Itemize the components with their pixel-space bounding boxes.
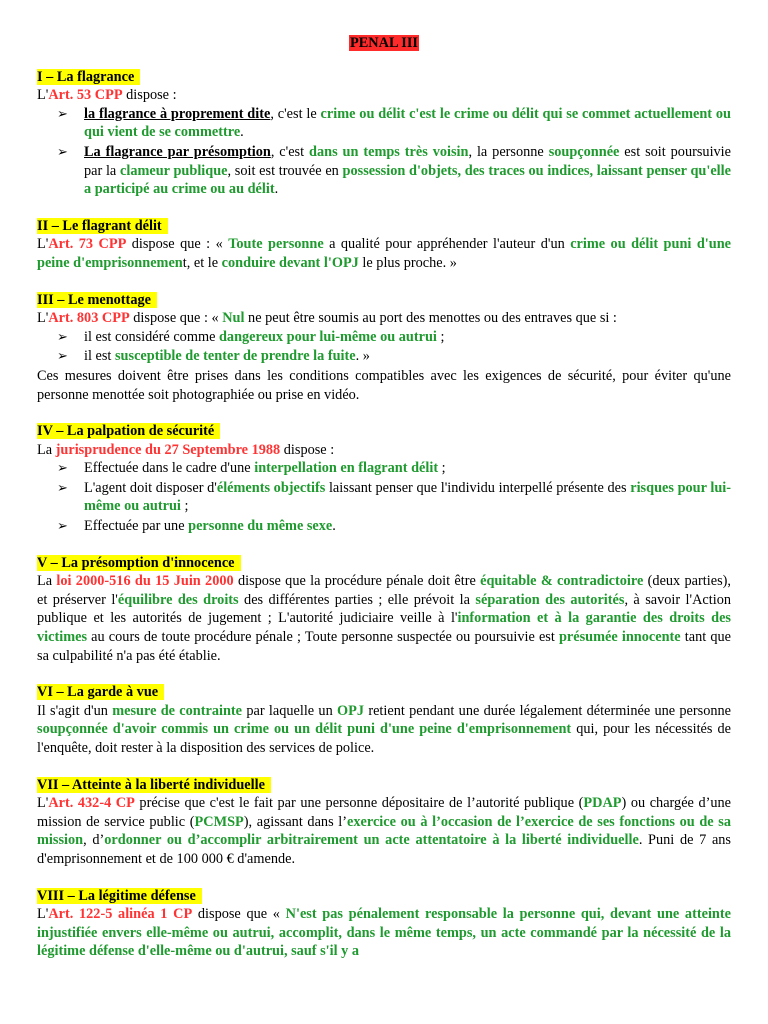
keyword: Toute personne xyxy=(228,236,324,253)
text-run: L' xyxy=(37,310,49,327)
text-run: précise que c'est le fait par une personne dépositaire de l’autorité publique ( xyxy=(134,795,584,812)
section-heading xyxy=(37,422,731,441)
text-run: au cours de toute procédure pénale ; Toute personne suspectée ou poursuivie est xyxy=(87,629,559,646)
text-run: ne peut être soumis au port des menottes ou des entraves que si : xyxy=(244,310,617,327)
section-heading-text: II – Le flagrant délit xyxy=(37,218,168,234)
text-run: des différentes parties ; elle prévoit la xyxy=(238,591,476,608)
text-run: Il s'agit d'un xyxy=(37,702,113,719)
section-heading xyxy=(37,554,731,573)
text-run: (deux parties), et préserver l' xyxy=(37,573,731,608)
keyword: N'est pas pénalement responsable la personne qui, devant une atteinte injustifiée envers elle-même ou autrui, accomplit, dans le même temps, un acte commandé par la nécessité de la légitime défense d'elle-même ou d'autrui, sauf s'il y a xyxy=(37,906,731,960)
section-heading-text: I – La flagrance xyxy=(37,69,140,85)
list-item xyxy=(37,328,731,347)
text-run: il est xyxy=(84,348,115,365)
section-legitime-defense xyxy=(37,887,731,961)
text-run: ) ou chargée d’une mission de service public ( xyxy=(37,795,731,830)
text-run: dispose que : « xyxy=(126,236,229,253)
list-item xyxy=(37,143,731,199)
keyword: PCMSP xyxy=(194,813,244,830)
term-underlined: La flagrance par présomption xyxy=(84,143,271,160)
section-intro xyxy=(37,86,731,105)
list-item xyxy=(37,459,731,478)
text-run: L'agent doit disposer d' xyxy=(84,479,217,496)
keyword: OPJ xyxy=(337,702,365,719)
text-run: dispose que « xyxy=(192,906,286,923)
section-intro xyxy=(37,441,731,460)
text-run: est soit poursuivie par la xyxy=(84,143,732,179)
text-run: L' xyxy=(37,87,49,104)
section-heading xyxy=(37,291,731,310)
keyword: PDAP xyxy=(583,795,622,812)
keyword: présumée innocente xyxy=(558,629,681,646)
section-heading xyxy=(37,683,731,702)
section-atteinte-liberte xyxy=(37,776,731,869)
keyword: éléments objectifs xyxy=(216,479,326,496)
term-underlined: la flagrance à proprement dite xyxy=(84,105,271,122)
keyword: Nul xyxy=(222,310,245,327)
section-heading-text: VII – Atteinte à la liberté individuelle xyxy=(37,777,271,793)
section-heading-text: V – La présomption d'innocence xyxy=(37,555,241,571)
list-item xyxy=(37,105,731,142)
list-item xyxy=(37,479,731,516)
text-run: , à savoir l'Action publique et les autorités de jugement ; L'autorité judiciaire veille à l' xyxy=(37,591,732,627)
text-run: , la personne xyxy=(468,143,549,160)
arrow-head-bullet-icon: ➢ xyxy=(57,143,68,159)
text-run: dispose que la procédure pénale doit être xyxy=(233,573,481,590)
text-run: La xyxy=(37,441,56,458)
list-item xyxy=(37,517,731,536)
section-flagrant-delit xyxy=(37,217,731,273)
section-palpation xyxy=(37,422,731,536)
keyword: dans un temps très voisin xyxy=(309,143,469,160)
keyword: mesure de contrainte xyxy=(112,702,243,719)
jurisprudence-reference: jurisprudence du 27 Septembre 1988 xyxy=(55,441,281,458)
keyword: risques pour lui-même ou autrui xyxy=(84,479,732,515)
text-run: . » xyxy=(355,348,370,365)
keyword: équilibre des droits xyxy=(117,591,239,608)
text-run: par laquelle un xyxy=(242,702,338,719)
text-run: a qualité pour appréhender l'auteur d'un xyxy=(323,236,571,253)
list-item xyxy=(37,347,731,366)
text-run: ; xyxy=(180,498,189,515)
keyword: susceptible de tenter de prendre la fuite xyxy=(114,348,356,365)
arrow-head-bullet-icon: ➢ xyxy=(57,460,68,476)
section-body xyxy=(37,794,731,868)
document-title-text: PENAL III xyxy=(350,35,418,51)
section-flagrance xyxy=(37,68,731,199)
section-heading xyxy=(37,887,731,906)
bullet-list xyxy=(37,105,731,199)
text-run: , d’ xyxy=(83,832,105,849)
keyword: dangereux pour lui-même ou autrui xyxy=(218,328,437,345)
text-run: Effectuée par une xyxy=(84,518,189,535)
section-body xyxy=(37,905,731,961)
text-run: le plus proche. » xyxy=(358,254,457,271)
text-run: , c'est le xyxy=(270,105,321,122)
text-run: qui, pour les nécessités de l'enquête, doit rester à la disposition des services de police. xyxy=(37,721,731,756)
text-run: retient pendant une durée légalement déterminée une personne xyxy=(364,702,732,719)
keyword: information et à la garantie des droits des victimes xyxy=(37,610,731,646)
text-run: dispose : xyxy=(280,441,335,458)
text-run: dispose que : « xyxy=(129,310,223,327)
text-run: Effectuée dans le cadre d'une xyxy=(84,460,255,477)
article-reference: Art. 73 CPP xyxy=(48,236,127,253)
keyword: soupçonnée d'avoir commis un crime ou un délit puni d'une peine d'emprisonnement xyxy=(37,721,572,738)
arrow-head-bullet-icon: ➢ xyxy=(57,105,68,121)
section-body xyxy=(37,235,731,272)
text-run: L' xyxy=(37,236,49,253)
document-title xyxy=(37,34,731,53)
keyword: personne du même sexe xyxy=(188,518,333,535)
text-run: ; xyxy=(438,460,446,477)
text-run: , soit est trouvée en xyxy=(227,162,343,179)
bullet-list xyxy=(37,328,731,366)
text-run: . xyxy=(274,181,279,198)
text-run: , c'est xyxy=(270,143,310,160)
keyword: interpellation en flagrant délit xyxy=(254,460,439,477)
text-run: t, et le xyxy=(182,254,222,271)
arrow-head-bullet-icon: ➢ xyxy=(57,479,68,495)
keyword: soupçonnée xyxy=(548,143,620,160)
text-run: tant que sa culpabilité n'a pas été établie. xyxy=(37,629,731,664)
bullet-list xyxy=(37,459,731,535)
text-run: L' xyxy=(37,906,49,923)
text-run: L' xyxy=(37,795,49,812)
keyword: ordonner ou d’accomplir arbitrairement un acte attentatoire à la liberté individuelle xyxy=(104,832,639,849)
text-run: ; xyxy=(436,328,445,345)
article-reference: Art. 432-4 CP xyxy=(48,795,135,812)
section-body xyxy=(37,572,731,665)
keyword: exercice ou à l’occasion de l’exercice de ses fonctions ou de sa mission xyxy=(37,813,731,849)
arrow-head-bullet-icon: ➢ xyxy=(57,328,68,344)
text-run: dispose : xyxy=(122,87,177,104)
section-outro: Ces mesures doivent être prises dans les conditions compatibles avec les exigences de sécurité, pour éviter qu'une personne menottée soit photographiée ou prise en vidéo. xyxy=(37,367,731,403)
keyword: crime ou délit c'est le crime ou délit qui se commet actuellement ou qui vient de se commettre xyxy=(84,105,731,141)
section-heading-text: III – Le menottage xyxy=(37,292,157,308)
article-reference: Art. 803 CPP xyxy=(48,310,130,327)
text-run: . Puni de 7 ans d'emprisonnement et de 100 000 € d'amende. xyxy=(37,832,731,867)
text-run: . xyxy=(332,518,336,535)
keyword: équitable & contradictoire xyxy=(480,573,644,590)
section-body xyxy=(37,702,731,758)
text-run: laissant penser que l'individu interpellé présente des xyxy=(325,479,631,496)
section-heading xyxy=(37,776,731,795)
article-reference: Art. 122-5 alinéa 1 CP xyxy=(48,906,193,923)
keyword: séparation des autorités xyxy=(475,591,625,608)
arrow-head-bullet-icon: ➢ xyxy=(57,518,68,534)
keyword: clameur publique xyxy=(120,162,228,179)
section-heading xyxy=(37,217,731,236)
section-heading-text: IV – La palpation de sécurité xyxy=(37,423,220,439)
section-heading-text: VI – La garde à vue xyxy=(37,684,164,700)
text-run: ), agissant dans l’ xyxy=(243,813,348,830)
keyword: conduire devant l'OPJ xyxy=(221,254,359,271)
text-run: . xyxy=(240,124,244,141)
law-reference: loi 2000-516 du 15 Juin 2000 xyxy=(56,573,234,590)
section-menottage xyxy=(37,291,731,405)
text-run: La xyxy=(37,573,57,590)
keyword: possession d'objets, des traces ou indices, laissant penser qu'elle a participé au crime ou au délit xyxy=(84,162,731,198)
keyword: crime ou délit puni d'une peine d'emprisonnemen xyxy=(37,236,731,271)
arrow-head-bullet-icon: ➢ xyxy=(57,348,68,364)
text-run: il est considéré comme xyxy=(84,328,219,345)
section-intro xyxy=(37,309,731,328)
section-presomption xyxy=(37,554,731,666)
section-heading-text: VIII – La légitime défense xyxy=(37,888,202,904)
article-reference: Art. 53 CPP xyxy=(48,87,123,104)
section-garde-a-vue xyxy=(37,683,731,757)
section-heading xyxy=(37,68,731,87)
